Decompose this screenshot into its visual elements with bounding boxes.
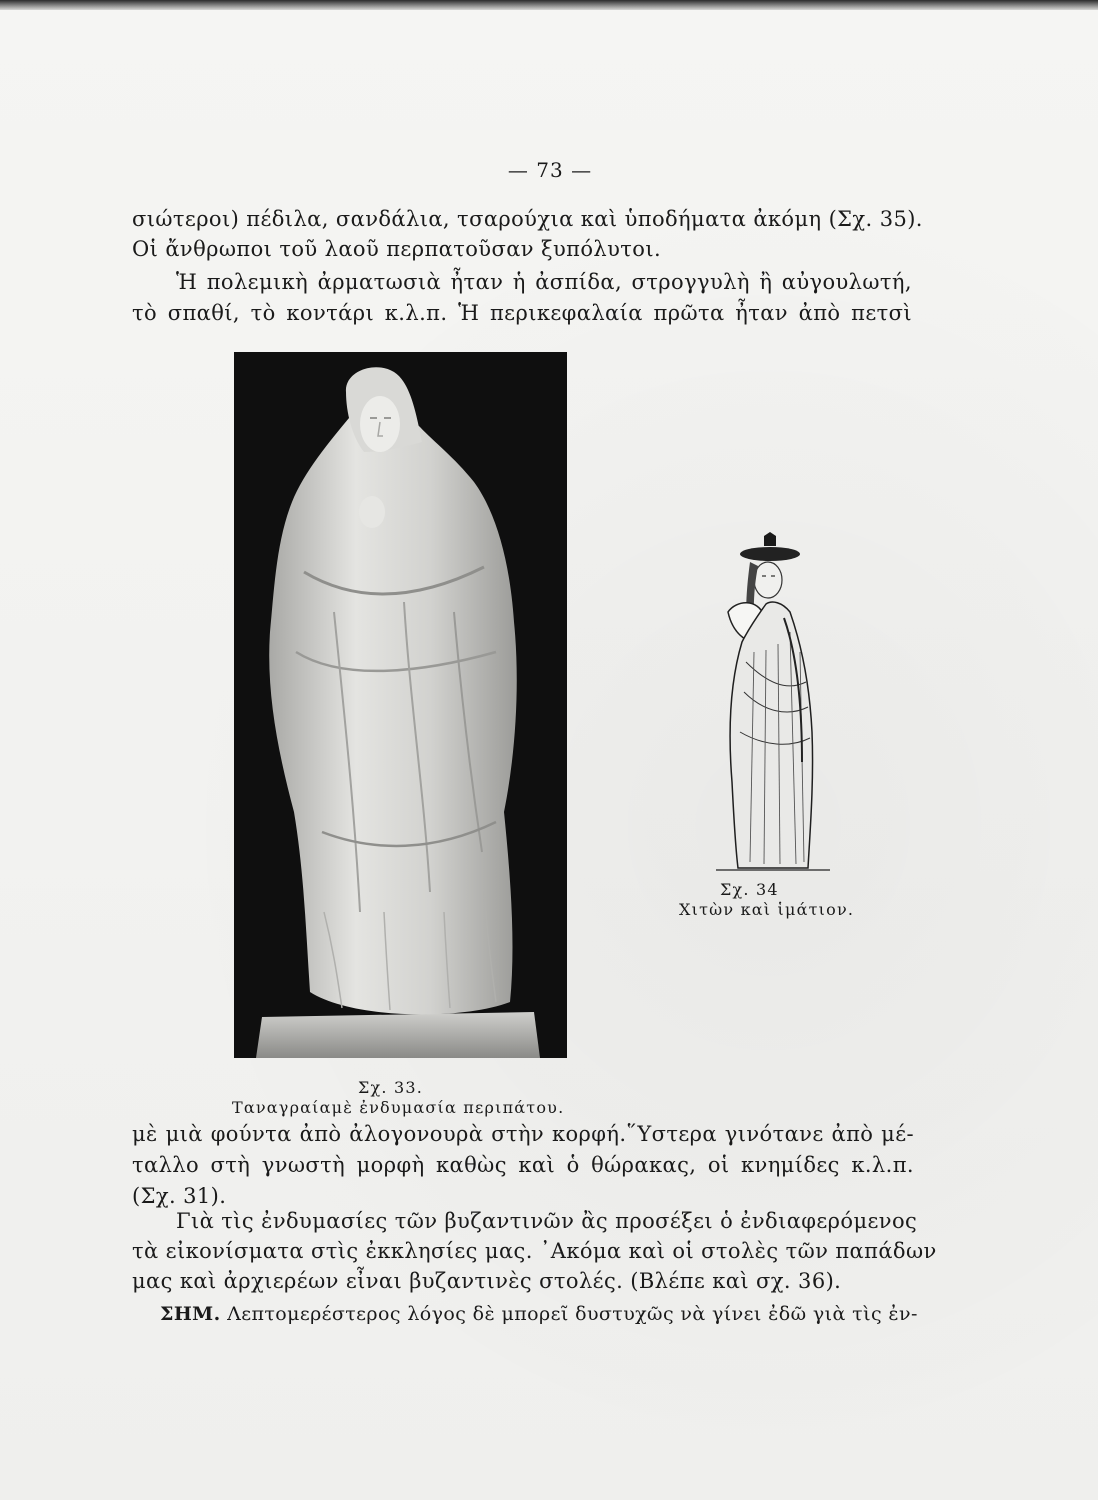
text-line: Γιὰ τὶς ἐνδυμασίες τῶν βυζαντινῶν ἂς προσέξει ὁ ἐνδιαφερόμενος — [176, 1209, 918, 1233]
scan-top-edge — [0, 0, 1098, 10]
figure-34-caption: Χιτὼν καὶ ἱμάτιον. — [679, 900, 855, 919]
text-line: (Σχ. 31). — [132, 1184, 227, 1208]
text-line: μὲ μιὰ φούντα ἀπὸ ἀλογονουρὰ στὴν κορφή.῞Υστερα γινότανε ἀπὸ μέ- — [132, 1122, 914, 1146]
figure-33-caption: Ταναγραίαμὲ ἐνδυμασία περιπάτου. — [232, 1098, 565, 1117]
text-line: Οἱ ἄνθρωποι τοῦ λαοῦ περπατοῦσαν ξυπόλυτοι. — [132, 237, 662, 261]
note-text: Λεπτομερέστερος λόγος δὲ μπορεῖ δυστυχῶς νὰ γίνει ἐδῶ γιὰ τὶς ἐν- — [227, 1303, 918, 1325]
text-line: Ἡ πολεμικὴ ἀρματωσιὰ ἦταν ἡ ἀσπίδα, στρογγυλὴ ἢ αὐγουλωτή, — [176, 270, 912, 294]
figure-33-number: Σχ. 33. — [358, 1078, 424, 1097]
chiton-engraving — [706, 532, 836, 876]
note-label: ΣΗΜ. — [160, 1303, 221, 1325]
woman-illustration — [706, 532, 836, 876]
figure-34-number: Σχ. 34 — [720, 880, 779, 899]
text-line: μας καὶ ἀρχιερέων εἶναι βυζαντινὲς στολές. (Βλέπε καὶ σχ. 36). — [132, 1269, 842, 1293]
text-line: τὰ εἰκονίσματα στὶς ἐκκλησίες μας. ᾿Ακόμα καὶ οἱ στολὲς τῶν παπάδων — [132, 1239, 937, 1263]
statue-photo — [234, 352, 567, 1058]
text-line: τὸ σπαθί, τὸ κοντάρι κ.λ.π. Ἡ περικεφαλαία πρῶτα ἦταν ἀπὸ πετσὶ — [132, 301, 912, 325]
page-number: — 73 — — [507, 158, 593, 182]
text-line: σιώτεροι) πέδιλα, σανδάλια, τσαρούχια καὶ ὑποδήματα ἀκόμη (Σχ. 35). — [132, 207, 923, 231]
text-line: ταλλο στὴ γνωστὴ μορφὴ καθὼς καὶ ὁ θώρακας, οἱ κνημίδες κ.λ.π. — [132, 1153, 914, 1177]
statue-illustration — [234, 352, 567, 1058]
note-line — [160, 1300, 918, 1328]
